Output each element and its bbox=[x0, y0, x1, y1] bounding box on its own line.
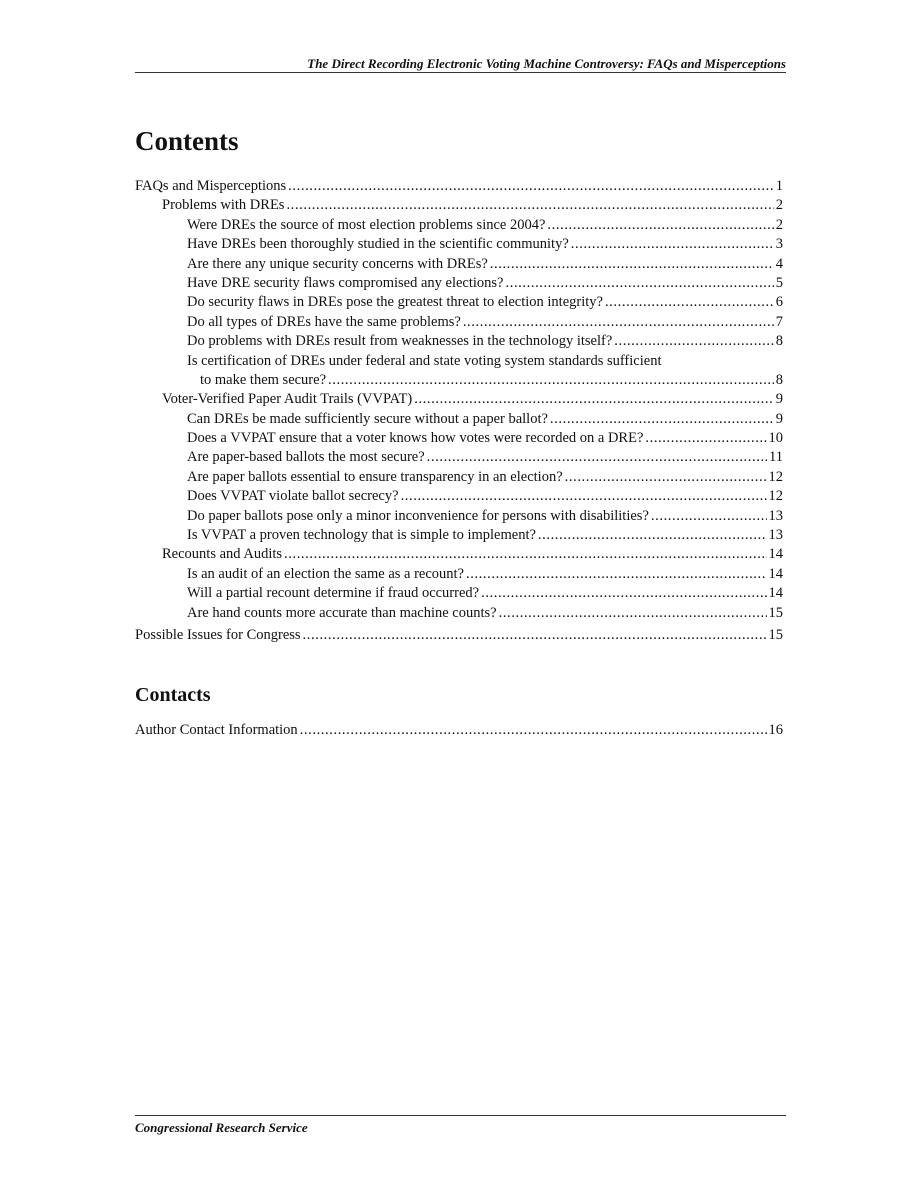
toc-entry[interactable] bbox=[135, 565, 783, 584]
dot-leader bbox=[538, 526, 767, 545]
running-header: The Direct Recording Electronic Voting Machine Controversy: FAQs and Misperceptions bbox=[307, 56, 786, 71]
toc-entry-title: Are paper ballots essential to ensure transparency in an election? bbox=[187, 468, 563, 485]
toc-page-number: 15 bbox=[768, 626, 783, 643]
toc-entry[interactable] bbox=[135, 584, 783, 603]
table-of-contents bbox=[135, 177, 783, 645]
toc-entry-title: Voter-Verified Paper Audit Trails (VVPAT) bbox=[162, 391, 413, 408]
toc-entry-title: Do security flaws in DREs pose the greatest threat to election integrity? bbox=[187, 294, 603, 311]
toc-entry-faqs[interactable] bbox=[135, 177, 783, 196]
toc-entry-author-contact[interactable] bbox=[135, 721, 783, 740]
toc-entry-title: Does a VVPAT ensure that a voter knows how votes were recorded on a DRE? bbox=[187, 430, 644, 447]
toc-entry-title: Is VVPAT a proven technology that is simple to implement? bbox=[187, 527, 536, 544]
contacts-list bbox=[135, 721, 783, 740]
toc-entry-possible-issues[interactable] bbox=[135, 626, 783, 645]
dot-leader bbox=[463, 313, 774, 332]
toc-page-number: 10 bbox=[768, 430, 783, 447]
dot-leader bbox=[466, 565, 767, 584]
toc-entry-title: Possible Issues for Congress bbox=[135, 626, 301, 643]
toc-entry-title: Does VVPAT violate ballot secrecy? bbox=[187, 488, 399, 505]
dot-leader bbox=[414, 390, 774, 409]
toc-page-number: 2 bbox=[775, 197, 783, 214]
dot-leader bbox=[605, 293, 774, 312]
toc-entry-title: Do all types of DREs have the same problems? bbox=[187, 313, 461, 330]
toc-entry-title: Author Contact Information bbox=[135, 722, 298, 738]
toc-entry-title: Do problems with DREs result from weaknesses in the technology itself? bbox=[187, 333, 613, 350]
toc-entry-title: Are hand counts more accurate than machine counts? bbox=[187, 604, 497, 621]
toc-page-number: 8 bbox=[775, 371, 783, 388]
toc-page-number: 3 bbox=[775, 236, 783, 253]
toc-page-number: 4 bbox=[775, 255, 783, 272]
toc-entry[interactable] bbox=[135, 604, 783, 623]
dot-leader bbox=[401, 487, 767, 506]
toc-page-number: 5 bbox=[775, 274, 783, 291]
toc-entry-title: Recounts and Audits bbox=[162, 546, 283, 563]
header-rule bbox=[135, 72, 786, 73]
dot-leader bbox=[651, 507, 767, 526]
toc-page-number: 14 bbox=[768, 546, 783, 563]
toc-page-number: 16 bbox=[768, 722, 783, 738]
toc-entry[interactable] bbox=[135, 216, 783, 235]
toc-page-number: 6 bbox=[775, 294, 783, 311]
toc-page-number: 9 bbox=[775, 410, 783, 427]
toc-entry-title: Are paper-based ballots the most secure? bbox=[187, 449, 425, 466]
dot-leader bbox=[490, 255, 774, 274]
toc-entry[interactable] bbox=[135, 487, 783, 506]
toc-entry-title: Is an audit of an election the same as a recount? bbox=[187, 565, 464, 582]
toc-page-number: 13 bbox=[768, 507, 783, 524]
dot-leader bbox=[481, 584, 766, 603]
toc-entry-title: to make them secure? bbox=[200, 371, 327, 388]
toc-page-number: 8 bbox=[775, 333, 783, 350]
dot-leader bbox=[286, 196, 773, 215]
contacts-heading: Contacts bbox=[135, 684, 211, 706]
toc-page-number: 14 bbox=[768, 585, 783, 602]
dot-leader bbox=[550, 410, 774, 429]
footer-rule bbox=[135, 1115, 786, 1116]
toc-entry-multiline[interactable] bbox=[135, 352, 783, 391]
dot-leader bbox=[328, 371, 774, 390]
toc-page-number: 12 bbox=[768, 468, 783, 485]
toc-entry-problems-with-dres[interactable] bbox=[135, 196, 783, 215]
toc-entry-title: FAQs and Misperceptions bbox=[135, 178, 287, 194]
dot-leader bbox=[645, 429, 766, 448]
toc-entry-title: Are there any unique security concerns with DREs? bbox=[187, 255, 488, 272]
toc-entry-title-line: Is certification of DREs under federal and state voting system standards sufficient bbox=[187, 352, 662, 369]
toc-entry-recounts-and-audits[interactable] bbox=[135, 545, 783, 564]
contents-heading: Contents bbox=[135, 126, 239, 156]
dot-leader bbox=[300, 721, 767, 740]
toc-entry[interactable] bbox=[135, 293, 783, 312]
dot-leader bbox=[427, 448, 767, 467]
toc-entry-vvpat[interactable] bbox=[135, 390, 783, 409]
toc-page-number: 12 bbox=[768, 488, 783, 505]
toc-entry-title: Do paper ballots pose only a minor inconvenience for persons with disabilities? bbox=[187, 507, 649, 524]
toc-entry[interactable] bbox=[135, 235, 783, 254]
dot-leader bbox=[565, 468, 767, 487]
dot-leader bbox=[506, 274, 774, 293]
toc-entry[interactable] bbox=[135, 468, 783, 487]
dot-leader bbox=[571, 235, 774, 254]
dot-leader bbox=[303, 626, 767, 645]
toc-entry-title: Can DREs be made sufficiently secure without a paper ballot? bbox=[187, 410, 548, 427]
dot-leader bbox=[499, 604, 767, 623]
dot-leader bbox=[547, 216, 773, 235]
toc-entry[interactable] bbox=[135, 313, 783, 332]
toc-entry-title: Have DRE security flaws compromised any elections? bbox=[187, 274, 504, 291]
toc-entry[interactable] bbox=[135, 507, 783, 526]
toc-entry-title: Problems with DREs bbox=[162, 197, 285, 214]
dot-leader bbox=[614, 332, 773, 351]
toc-entry-continuation bbox=[135, 371, 783, 390]
toc-entry[interactable] bbox=[135, 332, 783, 351]
toc-entry-title: Were DREs the source of most election problems since 2004? bbox=[187, 216, 546, 233]
toc-entry[interactable] bbox=[135, 274, 783, 293]
toc-page-number: 9 bbox=[775, 391, 783, 408]
toc-entry-title: Have DREs been thoroughly studied in the scientific community? bbox=[187, 236, 569, 253]
toc-page-number: 15 bbox=[768, 604, 783, 621]
toc-page-number: 1 bbox=[775, 178, 783, 194]
toc-page-number: 2 bbox=[775, 216, 783, 233]
toc-page-number: 14 bbox=[768, 565, 783, 582]
toc-entry[interactable] bbox=[135, 448, 783, 467]
toc-page-number: 11 bbox=[769, 449, 783, 466]
toc-entry[interactable] bbox=[135, 410, 783, 429]
toc-entry[interactable] bbox=[135, 429, 783, 448]
dot-leader bbox=[284, 545, 766, 564]
toc-entry[interactable] bbox=[135, 255, 783, 274]
toc-page-number: 7 bbox=[775, 313, 783, 330]
toc-entry-title: Will a partial recount determine if fraud occurred? bbox=[187, 585, 480, 602]
toc-entry[interactable] bbox=[135, 526, 783, 545]
footer-text: Congressional Research Service bbox=[135, 1120, 308, 1135]
dot-leader bbox=[288, 177, 774, 196]
toc-page-number: 13 bbox=[768, 527, 783, 544]
